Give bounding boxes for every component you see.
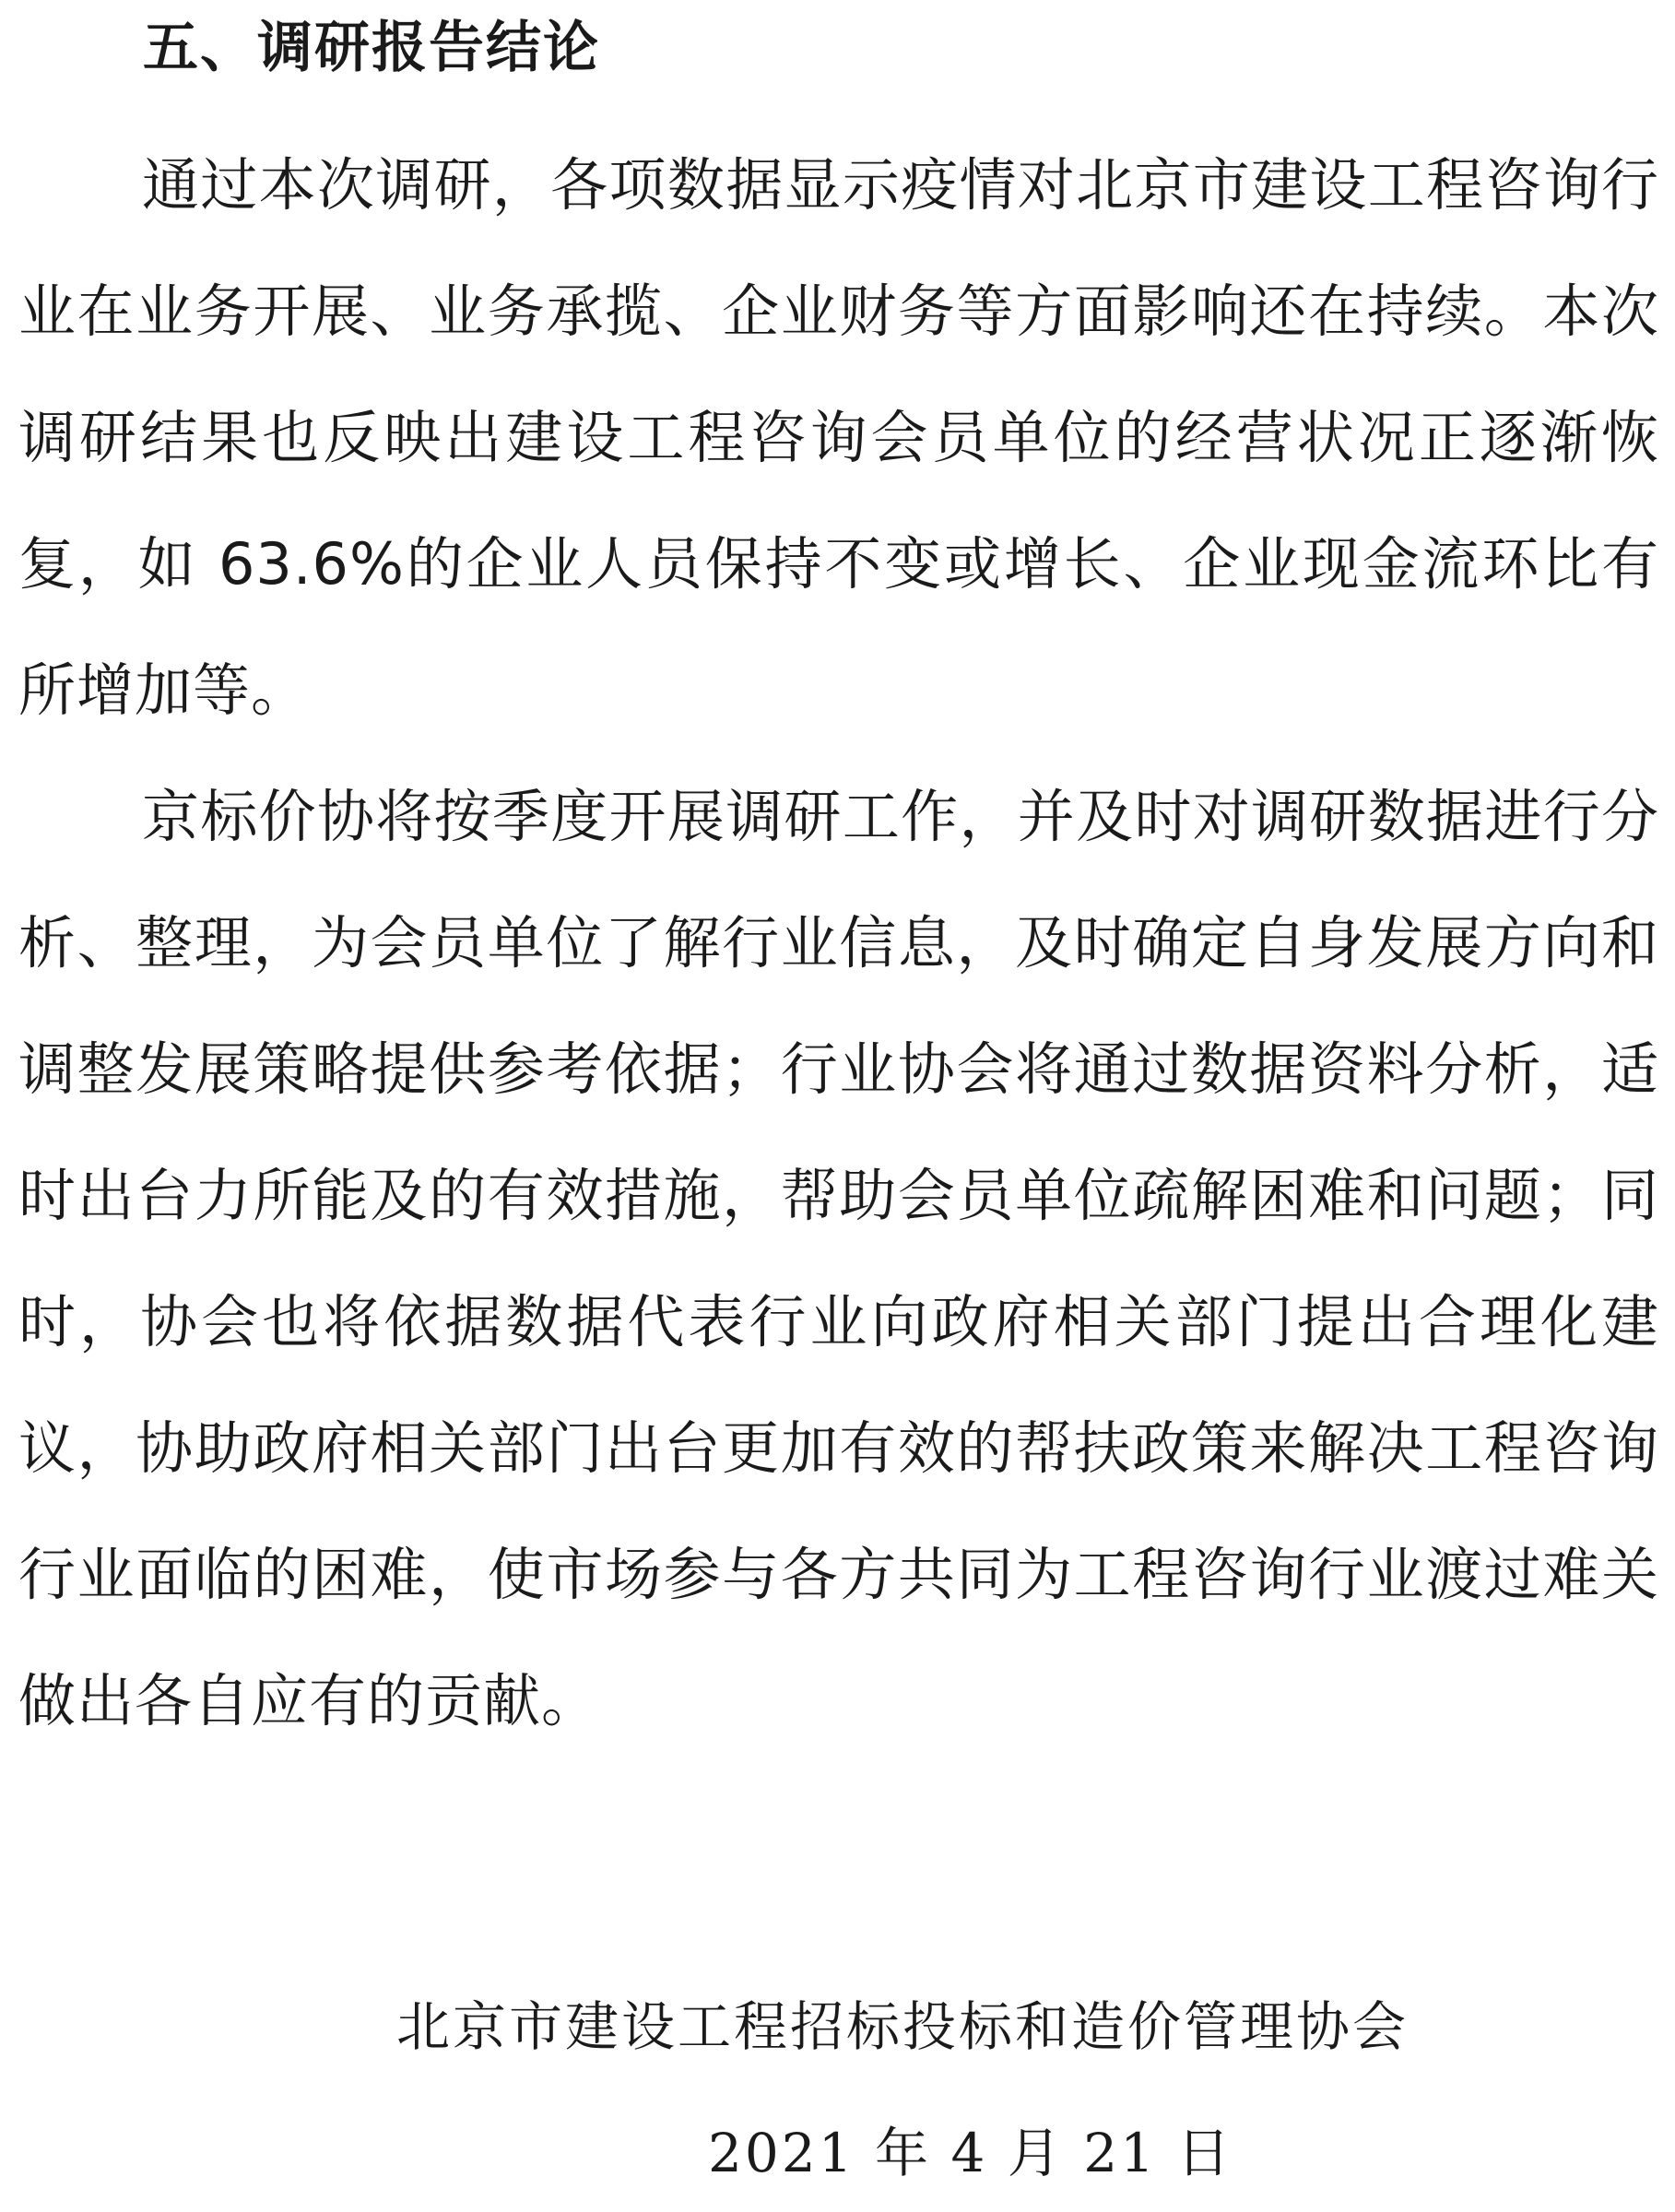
signature-organization: 北京市建设工程招标投标和造价管理协会 xyxy=(396,1995,1410,2058)
signature-date: 2021 年 4 月 21 日 xyxy=(708,2122,1233,2184)
section-heading: 五、调研报告结论 xyxy=(143,16,600,80)
paragraph-survey-results: 通过本次调研，各项数据显示疫情对北京市建设工程咨询行业在业务开展、业务承揽、企业财务等方面影响还在持续。本次调研结果也反映出建设工程咨询会员单位的经营状况正逐渐恢复，如 63.6%的企业人员保持不变或增长、企业现金流环比有所增加等。 xyxy=(18,151,1659,724)
paragraph-future-work: 京标价协将按季度开展调研工作，并及时对调研数据进行分析、整理，为会员单位了解行业信息，及时确定自身发展方向和调整发展策略提供参考依据；行业协会将通过数据资料分析，适时出台力所能及的有效措施，帮助会员单位疏解困难和问题；同时，协会也将依据数据代表行业向政府相关部门提出合理化建议，协助政府相关部门出台更加有效的帮扶政策来解决工程咨询行业面临的困难，使市场参与各方共同为工程咨询行业渡过难关做出各自应有的贡献。 xyxy=(18,783,1659,1734)
